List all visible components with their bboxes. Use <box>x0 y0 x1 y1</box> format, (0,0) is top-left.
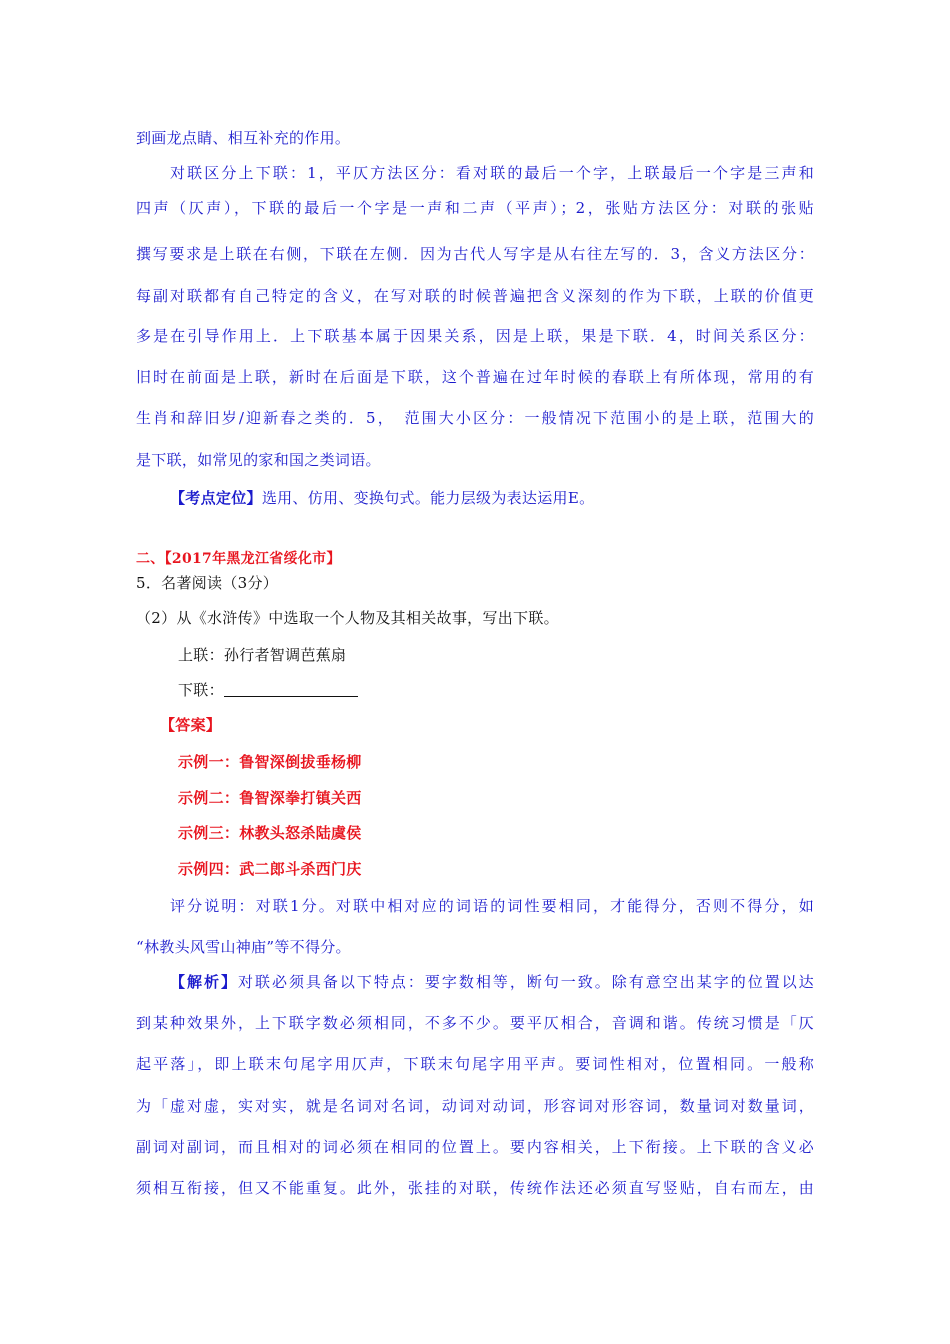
analysis2-line-2: 到某种效果外，上下联字数必须相同，不多不少。要平仄相合，音调和谐。传统习惯是「仄 <box>136 1014 814 1032</box>
kaodian-line <box>170 488 594 508</box>
analysis-line-4: 撰写要求是上联在右侧，下联在左侧．因为古代人写字是从右往左写的．3，含义方法区分： <box>136 245 814 263</box>
analysis2-first-text: 对联必须具备以下特点：要字数相等，断句一致。除有意空出某字的位置以达 <box>237 973 814 991</box>
analysis2-line-6: 须相互衔接，但又不能重复。此外，张挂的对联，传统作法还必须直写竖贴，自右而左，由 <box>136 1179 814 1197</box>
analysis2-line-1 <box>170 972 814 992</box>
analysis-line-3: 四声（仄声），下联的最后一个字是一声和二声（平声）；2，张贴方法区分：对联的张贴 <box>136 199 814 217</box>
analysis2-line-3: 起平落」，即上联末句尾字用仄声，下联末句尾字用平声。要词性相对，位置相同。一般称 <box>136 1055 814 1073</box>
analysis-line-6: 多是在引导作用上．上下联基本属于因果关系，因是上联，果是下联．4，时间关系区分： <box>136 327 814 345</box>
analysis-line-1: 到画龙点睛、相互补充的作用。 <box>136 129 351 147</box>
kaodian-text: 选用、仿用、变换句式。能力层级为表达运用E。 <box>261 489 595 507</box>
analysis-line-5: 每副对联都有自己特定的含义，在写对联的时候普遍把含义深刻的作为下联，上联的价值更 <box>136 287 814 305</box>
analysis2-line-5: 副词对副词，而且相对的词必须在相同的位置上。要内容相关，上下衔接。上下联的含义必 <box>136 1138 814 1156</box>
answer-example-4: 示例四：武二郎斗杀西门庆 <box>178 860 362 878</box>
scoring-line-1: 评分说明：对联1分。对联中相对应的词语的词性要相同，才能得分，否则不得分，如 <box>170 897 814 915</box>
answer-label: 【答案】 <box>160 716 222 734</box>
upper-couplet: 上联：孙行者智调芭蕉扇 <box>178 646 347 664</box>
answer-example-2: 示例二：鲁智深拳打镇关西 <box>178 789 362 807</box>
analysis2-label: 【解析】 <box>170 973 238 991</box>
section-heading: 二、【2017年黑龙江省绥化市】 <box>136 551 341 567</box>
analysis-line-9: 是下联，如常见的家和国之类词语。 <box>136 451 381 469</box>
answer-example-3: 示例三：林教头怒杀陆虞侯 <box>178 824 362 842</box>
analysis-line-7: 旧时在前面是上联，新时在后面是下联，这个普遍在过年时候的春联上有所体现，常用的有 <box>136 368 814 386</box>
lower-couplet-label: 下联： <box>178 681 224 699</box>
question-number: 5．名著阅读（3分） <box>136 574 279 592</box>
lower-couplet-row <box>178 680 358 700</box>
answer-example-1: 示例一：鲁智深倒拔垂杨柳 <box>178 753 362 771</box>
scoring-line-2: “林教头风雪山神庙”等不得分。 <box>136 938 351 956</box>
sub-question: （2）从《水浒传》中选取一个人物及其相关故事，写出下联。 <box>136 609 559 627</box>
answer-blank <box>224 682 358 697</box>
kaodian-label: 【考点定位】 <box>170 489 262 507</box>
analysis2-line-4: 为「虚对虚，实对实，就是名词对名词，动词对动词，形容词对形容词，数量词对数量词， <box>136 1097 814 1115</box>
analysis-line-2: 对联区分上下联：1，平仄方法区分：看对联的最后一个字，上联最后一个字是三声和 <box>170 164 814 182</box>
analysis-line-8: 生肖和辞旧岁/迎新春之类的．5， 范围大小区分：一般情况下范围小的是上联，范围大的 <box>136 409 814 427</box>
